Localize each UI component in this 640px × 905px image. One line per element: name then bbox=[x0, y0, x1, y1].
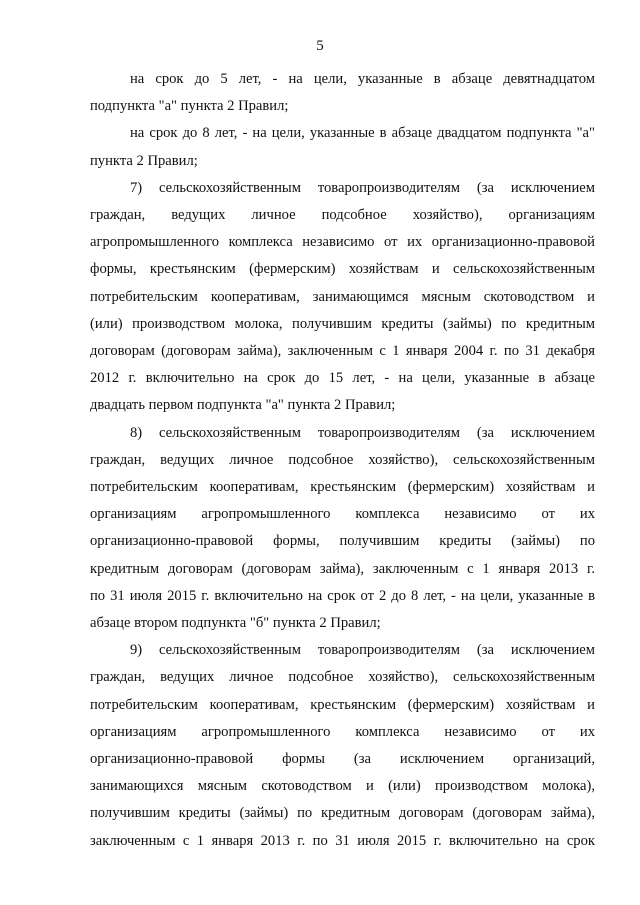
text-line: граждан, ведущих личное подсобное хозяйство), сельскохозяйственным bbox=[90, 451, 595, 468]
text-line: двадцать первом подпункта "а" пункта 2 Правил; bbox=[90, 397, 396, 414]
text-line: подпункта "а" пункта 2 Правил; bbox=[90, 98, 289, 115]
text-line: занимающихся мясным скотоводством и (или) производством молока), bbox=[90, 778, 595, 795]
text-line: 8) сельскохозяйственным товаропроизводителям (за исключением bbox=[130, 424, 595, 441]
text-line: на срок до 8 лет, - на цели, указанные в абзаце двадцатом подпункта "а" bbox=[130, 125, 595, 142]
paragraph bbox=[90, 120, 595, 174]
text-line: абзаце втором подпункта "б" пункта 2 Правил; bbox=[90, 615, 381, 632]
text-line: получившим кредиты (займы) по кредитным договорам (договорам займа), bbox=[90, 805, 595, 822]
text-line: 2012 г. включительно на срок до 15 лет, - на цели, указанные в абзаце bbox=[90, 370, 595, 387]
text-line: договорам (договорам займа), заключенным с 1 января 2004 г. по 31 декабря bbox=[90, 343, 595, 360]
text-line: заключенным с 1 января 2013 г. по 31 июля 2015 г. включительно на срок bbox=[90, 832, 595, 849]
text-line: 9) сельскохозяйственным товаропроизводителям (за исключением bbox=[130, 642, 595, 659]
text-line: на срок до 5 лет, - на цели, указанные в абзаце девятнадцатом bbox=[130, 71, 595, 87]
text-line: организационно-правовой формы (за исключением организаций, bbox=[90, 751, 595, 768]
paragraph bbox=[90, 175, 595, 420]
text-line: по 31 июля 2015 г. включительно на срок от 2 до 8 лет, - на цели, указанные в bbox=[90, 587, 595, 604]
text-line: граждан, ведущих личное подсобное хозяйство), сельскохозяйственным bbox=[90, 669, 595, 686]
paragraph bbox=[90, 66, 595, 120]
paragraph bbox=[90, 637, 595, 855]
text-line: организациям агропромышленного комплекса независимо от их bbox=[90, 723, 595, 740]
text-line: потребительским кооперативам, крестьянским (фермерским) хозяйствам и bbox=[90, 696, 595, 713]
text-line: (или) производством молока, получившим кредиты (займы) по кредитным bbox=[90, 315, 595, 332]
text-line: пункта 2 Правил; bbox=[90, 152, 198, 169]
text-line: организациям агропромышленного комплекса независимо от их bbox=[90, 506, 595, 523]
document-body bbox=[90, 66, 595, 855]
text-line: организационно-правовой формы, получившим кредиты (займы) по bbox=[90, 533, 595, 550]
paragraph bbox=[90, 420, 595, 638]
text-line: 7) сельскохозяйственным товаропроизводителям (за исключением bbox=[130, 179, 595, 196]
text-line: кредитным договорам (договорам займа), заключенным с 1 января 2013 г. bbox=[90, 560, 595, 577]
text-line: потребительским кооперативам, крестьянским (фермерским) хозяйствам и bbox=[90, 479, 595, 496]
text-line: потребительским кооперативам, занимающимся мясным скотоводством и bbox=[90, 288, 595, 305]
text-line: агропромышленного комплекса независимо от их организационно-правовой bbox=[90, 234, 595, 251]
page-number: 5 bbox=[316, 38, 324, 54]
text-line: формы, крестьянским (фермерским) хозяйствам и сельскохозяйственным bbox=[90, 261, 595, 278]
text-line: граждан, ведущих личное подсобное хозяйство), организациям bbox=[90, 207, 595, 224]
